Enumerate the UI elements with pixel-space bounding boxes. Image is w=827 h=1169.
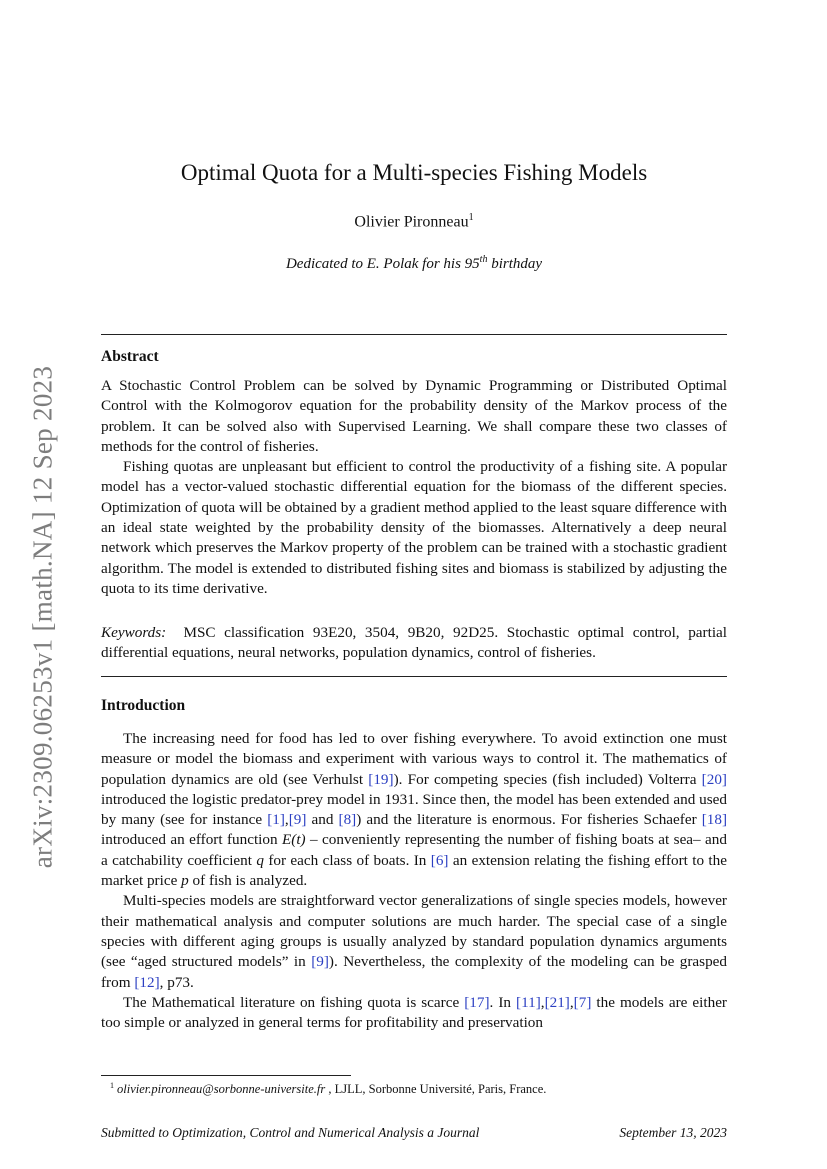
citation-link[interactable]: [18] [701, 811, 728, 829]
intro-paragraph-3: The Mathematical literature on fishing quota is scarce [17]. In [11],[21],[7] the models are either too simple or analyzed in general terms for profitability and preservation [101, 993, 727, 1032]
abstract-bottom-rule [101, 676, 727, 677]
abstract-paragraph-2: Fishing quotas are unpleasant but efficient to control the productivity of a fishing site. A popular model has a vector-valued stochastic differential equation for the biomass of the different species. Optimization of quota will be obtained by a gradient method applied to the least square difference with an ideal state weighted by the probability density of the biomasses. Alternatively a deep neural network which preserves the Markov property of the problem can be trained with a stochastic gradient algorithm. The model is extended to distributed fishing sites and biomass is stabilized by adjusting the quota to its time derivative. [101, 458, 727, 597]
footnote-rule [101, 1075, 351, 1076]
citation-link[interactable]: [21] [544, 993, 570, 1011]
citation-link[interactable]: [17] [464, 993, 490, 1011]
arxiv-identifier[interactable]: arXiv:2309.06253v1 [math.NA] 12 Sep 2023 [27, 365, 58, 869]
keywords-label: Keywords: [101, 624, 167, 641]
math-catchability: q [256, 851, 264, 869]
introduction-heading: Introduction [101, 697, 186, 714]
intro-paragraph-2: Multi-species models are straightforward vector generalizations of single species models, however their mathematical analysis and computer solutions are much harder. The special case of a single species with different aging groups is usually analyzed by standard population dynamics arguments (see “aged structured models” in [9]). Nevertheless, the complexity of the modeling can be grasped from [12], p73. [101, 892, 728, 991]
footnote: $^1$ olivier.pironneau@sorbonne-universite.fr , LJLL, Sorbonne Université, Paris, France. [110, 1081, 547, 1097]
author-line [101, 212, 727, 231]
citation-link[interactable]: [9] [311, 953, 329, 971]
keywords [101, 623, 727, 664]
citation-link[interactable]: [7] [573, 993, 592, 1011]
citation-link[interactable]: [11] [516, 993, 541, 1011]
citation-link[interactable]: [8] [338, 811, 357, 829]
dedication: Dedicated to E. Polak for his 95th birthday [285, 254, 543, 272]
page-date: September 13, 2023 [619, 1125, 727, 1140]
author-email[interactable]: olivier.pironneau@sorbonne-universite.fr [117, 1082, 326, 1097]
citation-link[interactable]: [1] [267, 811, 285, 829]
author-footnote-mark[interactable]: 1 [468, 212, 474, 223]
abstract-heading: Abstract [101, 348, 159, 365]
abstract-top-rule [101, 334, 727, 335]
citation-link[interactable]: [9] [288, 811, 307, 829]
submission-note: Submitted to Optimization, Control and Numerical Analysis a Journal [101, 1125, 480, 1140]
citation-link[interactable]: [6] [430, 851, 449, 869]
keywords-text: MSC classification 93E20, 3504, 9B20, 92D25. Stochastic optimal control, partial differential equations, neural networks, population dynamics, control of fisheries. [101, 624, 728, 662]
citation-link[interactable]: [19] [368, 770, 394, 788]
footnote-mark: 1 [110, 1081, 114, 1090]
author-name: Olivier Pironneau [354, 213, 469, 231]
math-price: p [181, 872, 189, 890]
intro-paragraph-1: The increasing need for food has led to over fishing everywhere. To avoid extinction one must measure or model the biomass and experiment with various ways to control it. The mathematics of population dynamics are old (see Verhulst [19]). For competing species (fish included) Volterra [20] introduced the logistic predator-prey model in 1931. Since then, the model has been extended and used by many (see for instance [1],[9] and [8]) and the literature is enormous. For fisheries Schaefer [18] introduced an effort function E(t) – conveniently representing the number of fishing boats at sea– and a catchability coefficient q for each class of boats. In [6] an extension relating the fishing effort to the market price p of fish is analyzed. [101, 730, 728, 890]
citation-link[interactable]: [20] [701, 770, 727, 788]
citation-link[interactable]: [12] [134, 973, 160, 991]
math-effort-function: E(t) [282, 831, 306, 849]
introduction-body [101, 729, 727, 1033]
abstract-body [101, 376, 727, 599]
paper-title: Optimal Quota for a Multi-species Fishing Models [180, 160, 648, 185]
abstract-paragraph-1: A Stochastic Control Problem can be solved by Dynamic Programming or Distributed Optimal Control with the Kolmogorov equation for the probability density of the Markov process of the problem. It can be solved also with Supervised Learning. We shall compare these two classes of methods for the control of fisheries. [101, 377, 727, 455]
